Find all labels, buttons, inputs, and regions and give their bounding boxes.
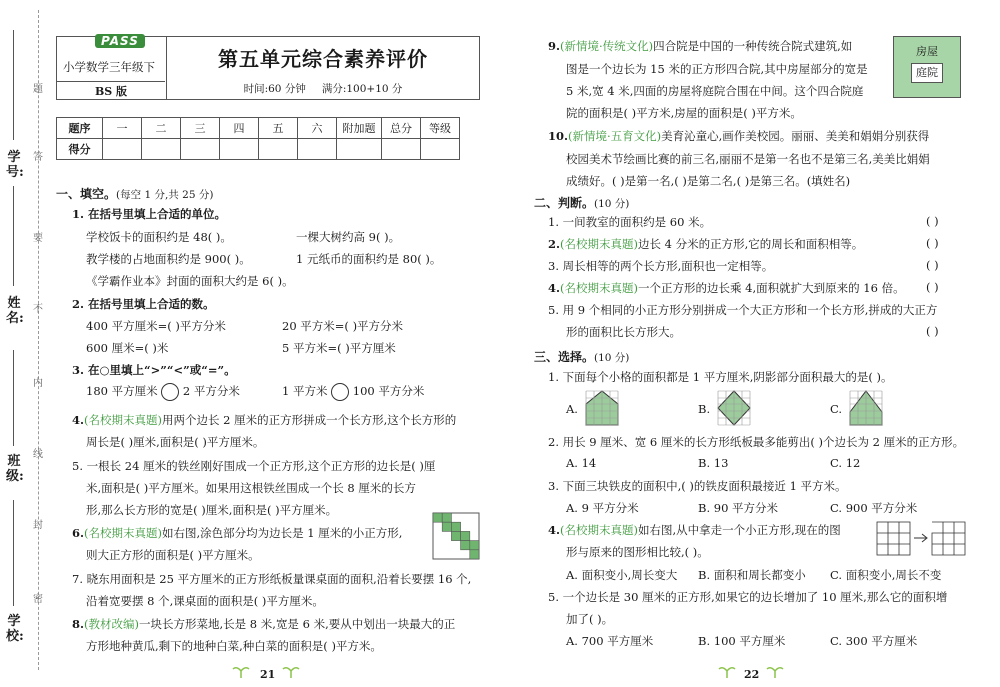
- section-title: 三、选择。: [534, 350, 595, 364]
- choice-text: 形与原来的图形相比较,( )。: [566, 545, 709, 559]
- seal-line: [38, 10, 39, 670]
- grid-figure-b: [712, 388, 756, 428]
- q9-text: 四合院是中国的一种传统合院式建筑,如: [653, 39, 853, 53]
- table-cell: 一: [103, 118, 142, 139]
- option-c[interactable]: C. 300 平方厘米: [830, 634, 918, 648]
- grid-figure-a: [580, 388, 624, 428]
- source-tag: (名校期末真题): [560, 281, 638, 295]
- option-a[interactable]: A.: [566, 402, 578, 416]
- judge-5: 5. 用 9 个相同的小正方形分别拼成一个大正方形和一个长方形,拼成的大正方: [548, 303, 938, 317]
- q3-term: 180 平方厘米: [86, 384, 158, 398]
- section-judge: [534, 194, 629, 211]
- q3-compare-2: [282, 383, 424, 401]
- q3-term: 100 平方分米: [352, 384, 425, 398]
- seal-char: 密: [33, 594, 43, 605]
- answer-paren[interactable]: ( ): [926, 258, 939, 272]
- compare-circle[interactable]: [331, 383, 349, 401]
- remove-square-figure: [876, 520, 968, 556]
- binding-gutter: [0, 0, 50, 687]
- q5-text: 米,面积是( )平方厘米。如果用这根铁丝围成一个长 8 厘米的长方: [86, 481, 416, 495]
- source-tag: (名校期末真题): [84, 413, 162, 427]
- q10-text: 美育沁童心,画作美校园。丽丽、美美和娟娟分别获得: [661, 129, 930, 143]
- q6-text: 如右图,涂色部分均为边长是 1 厘米的小正方形,: [162, 526, 403, 540]
- time-limit: 时间:60 分钟: [243, 83, 306, 95]
- source-tag: (教材改编): [84, 617, 139, 631]
- school-label: 学校:: [6, 614, 24, 644]
- choice-1: 1. 下面每个小格的面积都是 1 平方厘米,阴影部分面积最大的是( )。: [548, 370, 893, 384]
- choice-4: 4.(名校期末真题)如右图,从中拿走一个小正方形,现在的图: [548, 523, 841, 537]
- table-cell: 总分: [382, 118, 421, 139]
- option-a[interactable]: A. 面积变小,周长变大: [566, 568, 678, 582]
- section-fill-in: [56, 185, 213, 202]
- score-input[interactable]: [181, 139, 220, 160]
- q8-text: 方形地种黄瓜,剩下的地种白菜,种白菜的面积是( )平方米。: [86, 639, 382, 653]
- option-b[interactable]: B.: [698, 402, 711, 416]
- compare-circle[interactable]: [161, 383, 179, 401]
- choice-3: 3. 下面三块铁皮的面积中,( )的铁皮面积最接近 1 平方米。: [548, 479, 847, 493]
- seal-char: 封: [33, 520, 43, 531]
- score-input[interactable]: [259, 139, 298, 160]
- answer-paren[interactable]: ( ): [926, 280, 939, 294]
- table-cell: 三: [181, 118, 220, 139]
- q2-item: 400 平方厘米=( )平方分米: [86, 319, 226, 333]
- section-note: (10 分): [594, 352, 630, 364]
- section-title: 二、判断。: [534, 196, 595, 210]
- sprout-icon: [766, 664, 784, 678]
- full-score: 满分:100+10 分: [321, 83, 403, 95]
- question-1: 1. 在括号里填上合适的单位。: [72, 207, 227, 221]
- school-field[interactable]: [13, 500, 14, 606]
- table-row: [57, 139, 460, 160]
- choice-text: 加了( )。: [566, 612, 614, 626]
- option-c[interactable]: C.: [830, 402, 843, 416]
- q6-text: 则大正方形的面积是( )平方厘米。: [86, 548, 260, 562]
- grade-label: 小学数学三年级下: [63, 60, 155, 74]
- score-input[interactable]: [103, 139, 142, 160]
- score-input[interactable]: [421, 139, 460, 160]
- page-number: 22: [744, 668, 760, 681]
- question-7: 7. 晓东用面积是 25 平方厘米的正方形纸板量课桌面的面积,沿着长要摆 16 个,: [72, 572, 472, 586]
- option-b[interactable]: B. 100 平方厘米: [698, 634, 786, 648]
- house-label: 房屋: [916, 45, 938, 58]
- question-4: 4.(名校期末真题)用两个边长 2 厘米的正方形拼成一个长方形,这个长方形的: [72, 413, 457, 427]
- judge-text: 边长 4 分米的正方形,它的周长和面积相等。: [638, 237, 864, 251]
- section-title: 一、填空。: [56, 187, 117, 201]
- divider: [57, 81, 165, 82]
- q9-text: 院的面积是( )平方米,房屋的面积是( )平方米。: [566, 106, 802, 120]
- option-c[interactable]: C. 面积变小,周长不变: [830, 568, 942, 582]
- option-b[interactable]: B. 13: [698, 456, 729, 470]
- seal-char: 要: [33, 233, 43, 244]
- judge-4: 4.(名校期末真题)一个正方形的边长乘 4,面积就扩大到原来的 16 倍。: [548, 281, 905, 295]
- name-field[interactable]: [13, 186, 14, 286]
- answer-paren[interactable]: ( ): [926, 324, 939, 338]
- table-cell: 二: [142, 118, 181, 139]
- q3-term: 1 平方米: [282, 384, 328, 398]
- judge-3: 3. 周长相等的两个长方形,面积也一定相等。: [548, 259, 774, 273]
- question-8: 8.(教材改编)一块长方形菜地,长是 8 米,宽是 6 米,要从中划出一块最大的正: [72, 617, 456, 631]
- seal-char: 不: [33, 304, 43, 315]
- q2-item: 600 厘米=( )米: [86, 341, 169, 355]
- version-label: BS 版: [94, 85, 128, 98]
- seal-char: 内: [33, 378, 43, 389]
- answer-paren[interactable]: ( ): [926, 236, 939, 250]
- seal-char: 线: [33, 449, 43, 460]
- pass-logo: PASS: [95, 34, 145, 48]
- sprout-icon: [718, 664, 736, 678]
- exam-meta: [167, 81, 479, 96]
- question-5: 5. 一根长 24 厘米的铁丝刚好围成一个正方形,这个正方形的边长是( )厘: [72, 459, 436, 473]
- staircase-square-figure: [432, 512, 480, 560]
- option-a[interactable]: A. 9 平方分米: [566, 501, 639, 515]
- choice-5: 5. 一个边长是 30 厘米的正方形,如果它的边长增加了 10 厘米,那么它的面积增: [548, 590, 948, 604]
- courtyard-figure: [893, 36, 961, 98]
- source-tag: (新情境·传统文化): [560, 39, 654, 53]
- score-table: [56, 117, 460, 160]
- judge-1: 1. 一间教室的面积约是 60 米。: [548, 215, 712, 229]
- option-a[interactable]: A. 700 平方厘米: [566, 634, 654, 648]
- score-input[interactable]: [298, 139, 337, 160]
- q4-text: 用两个边长 2 厘米的正方形拼成一个长方形,这个长方形的: [162, 413, 457, 427]
- exam-header: [56, 36, 480, 100]
- yard-label: 庭院: [911, 63, 943, 83]
- score-input[interactable]: [220, 139, 259, 160]
- source-tag: (名校期末真题): [84, 526, 162, 540]
- table-cell: 六: [298, 118, 337, 139]
- sprout-icon: [282, 664, 300, 678]
- question-6: 6.(名校期末真题)如右图,涂色部分均为边长是 1 厘米的小正方形,: [72, 526, 403, 540]
- judge-2: 2.(名校期末真题)边长 4 分米的正方形,它的周长和面积相等。: [548, 237, 864, 251]
- question-10: 10.(新情境·五育文化)美育沁童心,画作美校园。丽丽、美美和娟娟分别获得: [548, 129, 930, 143]
- q5-text: 形,那么长方形的宽是( )厘米,面积是( )平方厘米。: [86, 503, 338, 517]
- q2-item: 20 平方米=( )平方分米: [282, 319, 404, 333]
- choice-text: 如右图,从中拿走一个小正方形,现在的图: [638, 523, 841, 537]
- table-row: [57, 118, 460, 139]
- source-tag: (新情境·五育文化): [568, 129, 662, 143]
- class-field[interactable]: [13, 350, 14, 446]
- q1-item: 教学楼的占地面积约是 900( )。: [86, 252, 251, 266]
- grid-figure-c: [844, 388, 888, 428]
- q1-item: 《学霸作业本》封面的面积大约是 6( )。: [86, 274, 294, 288]
- table-cell: 等级: [421, 118, 460, 139]
- table-cell: 得分: [57, 139, 103, 160]
- q10-text: 校园美术节绘画比赛的前三名,丽丽不是第一名也不是第三名,美美比娟娟: [566, 152, 930, 166]
- source-tag: (名校期末真题): [560, 523, 638, 537]
- choice-2: 2. 用长 9 厘米、宽 6 厘米的长方形纸板最多能剪出( )个边长为 2 厘米的正方形。: [548, 435, 965, 449]
- table-cell: 题序: [57, 118, 103, 139]
- section-note: (每空 1 分,共 25 分): [116, 189, 214, 201]
- q1-item: 一棵大树约高 9( )。: [296, 230, 401, 244]
- class-label: 班级:: [6, 454, 24, 484]
- score-input[interactable]: [142, 139, 181, 160]
- q1-item: 学校饭卡的面积约是 48( )。: [86, 230, 232, 244]
- page-title: 第五单元综合素养评价: [218, 47, 428, 71]
- option-c[interactable]: C. 12: [830, 456, 861, 470]
- option-b[interactable]: B. 90 平方分米: [698, 501, 779, 515]
- q1-item: 1 元纸币的面积约是 80( )。: [296, 252, 442, 266]
- page-number: 21: [260, 668, 276, 681]
- seal-char: 题: [33, 84, 43, 95]
- header-info: [57, 34, 167, 99]
- q4-text: 周长是( )厘米,面积是( )平方厘米。: [86, 435, 265, 449]
- score-input[interactable]: [382, 139, 421, 160]
- option-b[interactable]: B. 面积和周长都变小: [698, 568, 806, 582]
- score-input[interactable]: [337, 139, 382, 160]
- q10-text: 成绩好。( )是第一名,( )是第二名,( )是第三名。(填姓名): [566, 174, 851, 188]
- table-cell: 五: [259, 118, 298, 139]
- answer-paren[interactable]: ( ): [926, 214, 939, 228]
- judge-text: 一个正方形的边长乘 4,面积就扩大到原来的 16 倍。: [638, 281, 905, 295]
- q3-compare-1: [86, 383, 240, 401]
- question-3: 3. 在○里填上“>”“<”或“=”。: [72, 363, 236, 377]
- option-a[interactable]: A. 14: [566, 456, 597, 470]
- student-id-field[interactable]: [13, 30, 14, 140]
- q7-text: 沿着宽要摆 8 个,课桌面的面积是( )平方厘米。: [86, 594, 324, 608]
- q2-item: 5 平方米=( )平方厘米: [282, 341, 396, 355]
- option-c[interactable]: C. 900 平方分米: [830, 501, 918, 515]
- name-label: 姓名:: [6, 296, 24, 326]
- q3-term: 2 平方分米: [182, 384, 240, 398]
- section-note: (10 分): [594, 198, 630, 210]
- q9-text: 5 米,宽 4 米,四面的房屋将庭院合围在中间。这个四合院庭: [566, 84, 864, 98]
- table-cell: 附加题: [337, 118, 382, 139]
- source-tag: (名校期末真题): [560, 237, 638, 251]
- student-id-label: 学号:: [6, 150, 24, 180]
- question-2: 2. 在括号里填上合适的数。: [72, 297, 215, 311]
- section-choice: [534, 348, 629, 365]
- seal-char: 答: [33, 152, 43, 163]
- q9-text: 图是一个边长为 15 米的正方形四合院,其中房屋部分的宽是: [566, 62, 868, 76]
- judge-text: 形的面积比长方形大。: [566, 325, 681, 339]
- table-cell: 四: [220, 118, 259, 139]
- q8-text: 一块长方形菜地,长是 8 米,宽是 6 米,要从中划出一块最大的正: [139, 617, 456, 631]
- sprout-icon: [232, 664, 250, 678]
- question-9: 9.(新情境·传统文化)四合院是中国的一种传统合院式建筑,如: [548, 39, 853, 53]
